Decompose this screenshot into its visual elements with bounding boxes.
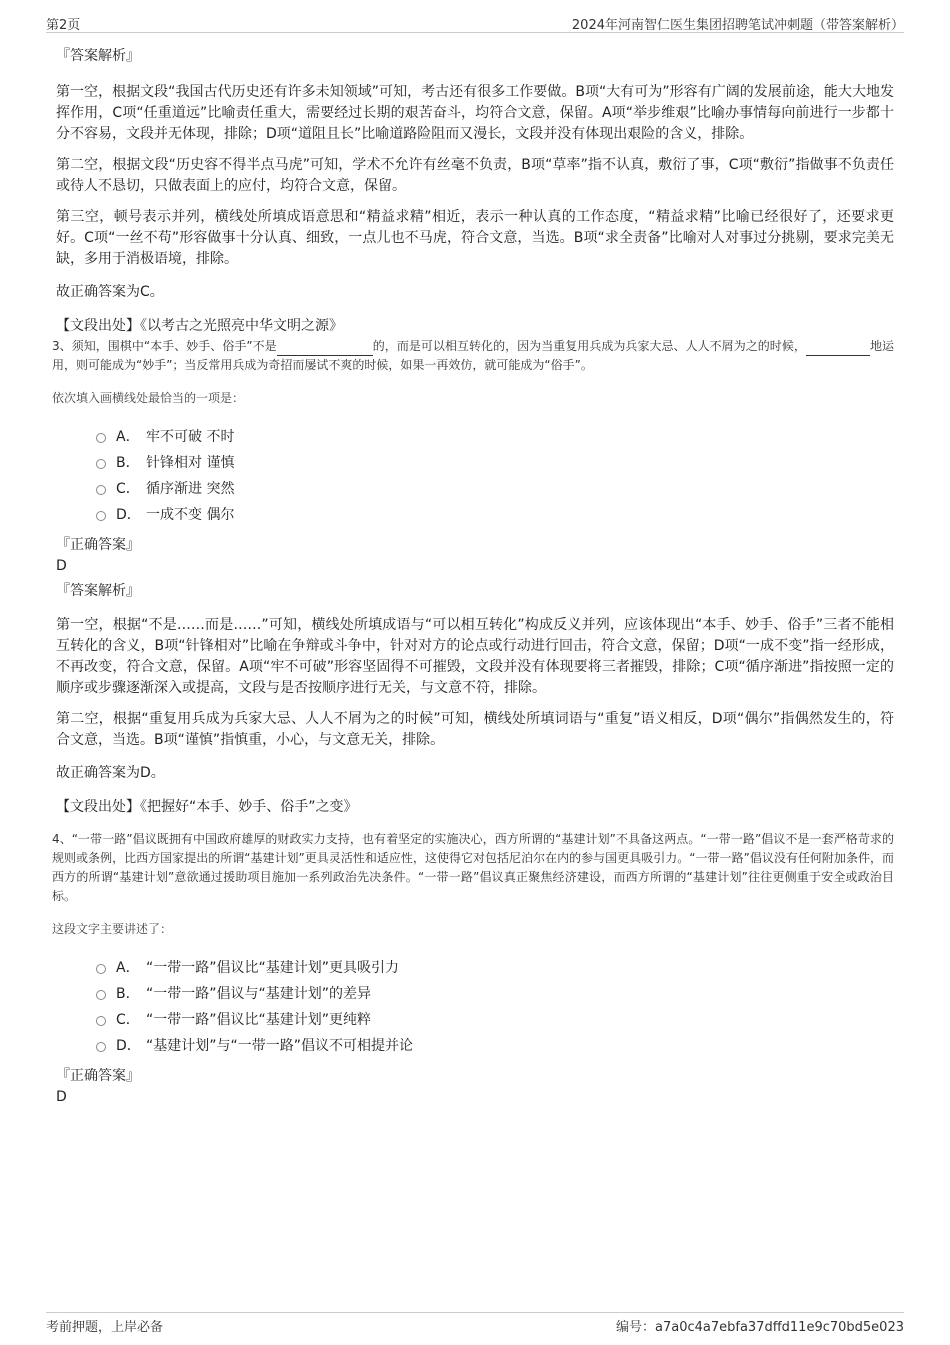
fill-blank (277, 341, 373, 356)
q3-options (96, 423, 894, 527)
q3-analysis-tag: 『答案解析』 (56, 583, 140, 599)
q4-correct-answer: D (56, 1089, 67, 1105)
q2-analysis-paragraph: 第一空，根据文段“我国古代历史还有许多未知领域”可知，考古还有很多工作要做。B项“大有可为”形容有广阔的发展前途，能大大地发挥作用，C项“任重道远”比喻责任重大，需要经过长期的艰苦奋斗，均符合文意，保留。A项“举步维艰”比喻办事情每向前进行一步都十分不容易，文段并无体现，排除；D项“道阻且长”比喻道路险阻而又漫长，文段并没有体现出艰险的含义，排除。 (56, 84, 894, 142)
page-header (46, 12, 904, 33)
q2-analysis-tag: 『答案解析』 (56, 48, 140, 64)
q4-option-b[interactable]: B． “一带一路”倡议与“基建计划”的差异 (96, 980, 894, 1006)
document-title: 2024年河南智仁医生集团招聘笔试冲刺题（带答案解析） (571, 18, 904, 33)
q4-option-a[interactable]: A． “一带一路”倡议比“基建计划”更具吸引力 (96, 954, 894, 980)
q3-source: 【文段出处】《把握好“本手、妙手、俗手”之变》 (56, 799, 358, 815)
radio-button[interactable] (96, 485, 106, 495)
q4-question-text: 4、“一带一路”倡议既拥有中国政府雄厚的财政实力支持，也有着坚定的实施决心，西方所谓的“基建计划”不具备这两点。“一带一路”倡议不是一套严格苛求的规则或条例，比西方国家提出的所谓“基建计划”更具灵活性和适应性，这使得它对包括尼泊尔在内的参与国更具吸引力。“一带一路”倡议没有任何附加条件，而西方的所谓“基建计划”意欲通过援助项目施加一系列政治先决条件。“一带一路”倡议真正聚焦经济建设，而西方所谓的“基建计划”往往更侧重于安全或政治目标。 (52, 832, 894, 903)
fill-blank (806, 341, 870, 356)
q2-analysis-paragraph: 第三空，顿号表示并列，横线处所填成语意思和“精益求精”相近，表示一种认真的工作态度，“精益求精”比喻已经很好了，还要求更好。C项“一丝不苟”形容做事十分认真、细致，一点儿也不马虎，符合文意，当选。B项“求全责备”比喻对人对事过分挑剔，要求完美无缺，多用于消极语境，排除。 (56, 209, 894, 267)
q3-analysis-paragraph: 第二空，根据“重复用兵成为兵家大忌、人人不屑为之的时候”可知，横线处所填词语与“重复”语义相反，D项“偶尔”指偶然发生的，符合文意，当选。B项“谨慎”指慎重，小心，与文意无关，排除。 (56, 711, 894, 748)
footer-slogan: 考前押题，上岸必备 (46, 1320, 164, 1335)
q3-correct-answer: D (56, 558, 67, 574)
radio-button[interactable] (96, 1042, 106, 1052)
q4-option-c[interactable]: C． “一带一路”倡议比“基建计划”更纯粹 (96, 1006, 894, 1032)
q3-option-b[interactable]: B． 针锋相对 谨慎 (96, 449, 894, 475)
radio-button[interactable] (96, 511, 106, 521)
q4-option-d[interactable]: D． “基建计划”与“一带一路”倡议不可相提并论 (96, 1032, 894, 1058)
page-content (52, 44, 894, 1106)
radio-button[interactable] (96, 1016, 106, 1026)
q3-analysis-paragraph: 第一空，根据“不是……而是……”可知，横线处所填成语与“可以相互转化”构成反义并列，应该体现出“本手、妙手、俗手”三者不能相互转化的含义，B项“针锋相对”比喻在争辩或斗争中，针对对方的论点或行动进行回击，符合文意，保留；D项“一成不变”指一经形成，不再改变，符合文意，保留。A项“牢不可破”形容坚固得不可摧毁，文段并没有体现要将三者摧毁，排除；C项“循序渐进”指按照一定的顺序或步骤逐渐深入或提高，文段与是否按顺序进行无关，与文意不符，排除。 (56, 617, 894, 696)
document-id: 编号：a7a0c4a7ebfa37dffd11e9c70bd5e023 (615, 1320, 904, 1335)
q3-conclusion: 故正确答案为D。 (56, 765, 165, 781)
q3-prompt: 依次填入画横线处最恰当的一项是： (52, 391, 245, 405)
q2-analysis-paragraph: 第二空，根据文段“历史容不得半点马虎”可知，学术不允许有丝毫不负责，B项“草率”指不认真，敷衍了事，C项“敷衍”指做事不负责任或待人不恳切，只做表面上的应付，均符合文意，保留。 (56, 157, 894, 194)
q2-source: 【文段出处】《以考古之光照亮中华文明之源》 (56, 318, 343, 334)
q3-option-a[interactable]: A． 牢不可破 不时 (96, 423, 894, 449)
q3-option-c[interactable]: C． 循序渐进 突然 (96, 475, 894, 501)
q3-question-text: 3、须知，围棋中“本手、妙手、俗手”不是 的，而是可以相互转化的，因为当重复用兵成为兵家大忌、人人不屑为之的时候， 地运用，则可能成为“妙手”；当反常用兵成为奇招而屡试不爽的时候，如果一再效仿，就可能成为“俗手”。 (52, 339, 894, 372)
q2-conclusion: 故正确答案为C。 (56, 284, 164, 300)
q4-options (96, 954, 894, 1058)
q3-option-d[interactable]: D． 一成不变 偶尔 (96, 501, 894, 527)
page-number: 第2页 (46, 18, 81, 33)
q3-correct-tag: 『正确答案』 (56, 537, 140, 553)
page-footer (46, 1312, 904, 1333)
radio-button[interactable] (96, 964, 106, 974)
radio-button[interactable] (96, 459, 106, 469)
q4-correct-tag: 『正确答案』 (56, 1068, 140, 1084)
radio-button[interactable] (96, 433, 106, 443)
q4-prompt: 这段文字主要讲述了： (52, 922, 173, 936)
radio-button[interactable] (96, 990, 106, 1000)
